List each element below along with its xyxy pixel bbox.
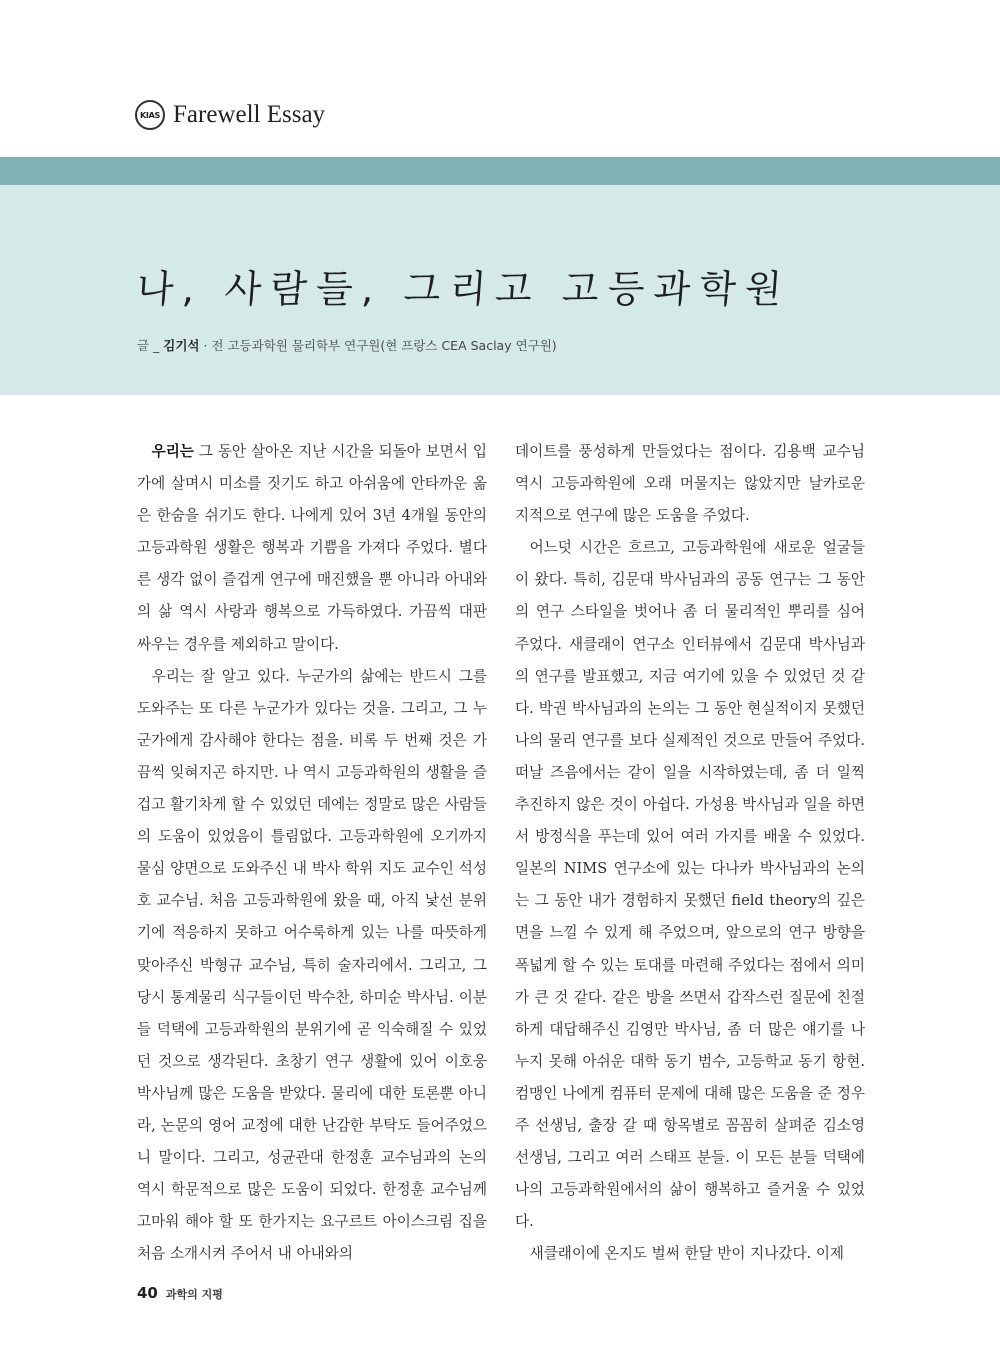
accent-bar [0,157,1000,185]
lead-word: 우리는 [151,443,194,460]
left-column [137,436,487,1270]
author-name: 김기석 [163,338,200,353]
section-header [135,95,325,135]
page-number: 40 [137,1284,158,1302]
paragraph: 새클래이에 온지도 벌써 한달 반이 지나갔다. 이제 [529,1245,845,1263]
essay-title: 나, 사람들, 그리고 고등과학원 [135,267,793,311]
kias-logo-icon [135,100,165,130]
byline-prefix: 글 _ [137,338,164,353]
section-title: Farewell Essay [173,101,326,128]
paragraph-text: 그 동안 살아온 지난 시간을 되돌아 보면서 입가에 살며시 미소를 짓기도 하고 아쉬움에 안타까운 옮은 한숨을 쉬기도 한다. 나에게 있어 3년 4개월 동안의 고등과학원 생활은 행복과 기쁨을 가져다 주었다. 별다른 생각 없이 즐겁게 연구에 매진했을 뿐 아니라 아내와의 삶 역시 사랑과 행복으로 가득하였다. 가끔씩 대판 싸우는 경우를 제외하고 말이다. [137,443,487,653]
page-footer [137,1284,223,1302]
right-column [515,436,865,1270]
paragraph: 데이트를 풍성하게 만들었다는 점이다. 김용백 교수님 역시 고등과학원에 오래 머물지는 않았지만 날카로운 지적으로 연구에 많은 도움을 주었다. [515,443,865,525]
paragraph: 어느덧 시간은 흐르고, 고등과학원에 새로운 얼굴들이 왔다. 특히, 김문대 박사님과의 공동 연구는 그 동안의 연구 스타일을 벗어나 좀 더 물리적인 뿌리를 심어 주었다. 새클래이 연구소 인터뷰에서 김문대 박사님과의 연구를 발표했고, 지금 여기에 있을 수 있었던 것 같다. 박권 박사님과의 논의는 그 동안 현실적이지 못했던 나의 물리 연구를 보다 실제적인 것으로 만들어 주었다. 떠날 즈음에서는 같이 일을 시작하였는데, 좀 더 일찍 추진하지 않은 것이 아쉽다. 가성용 박사님과 일을 하면서 방정식을 푸는데 있어 여러 가지를 배울 수 있었다. 일본의 NIMS 연구소에 있는 다나카 박사님과의 논의는 그 동안 내가 경험하지 못했던 field theory의 깊은 면을 느낄 수 있게 해 주었으며, 앞으로의 연구 방향을 폭넓게 할 수 있는 토대를 마련해 주었다는 점에서 의미가 큰 것 같다. 같은 방을 쓰면서 갑작스런 질문에 친절하게 대답해주신 김영만 박사님, 좀 더 많은 얘기를 나누지 못해 아쉬운 대학 동기 범수, 고등학교 동기 항현. 컴맹인 나에게 컴퓨터 문제에 대해 많은 도움을 준 정우주 선생님, 출장 갈 때 항목별로 꼼꼼히 살펴준 김소영 선생님, 그리고 여러 스태프 분들. 이 모든 분들 덕택에 나의 고등과학원에서의 삶이 행복하고 즐거울 수 있었다. [515,539,865,1231]
title-panel [0,185,1000,395]
paragraph [137,436,487,661]
logo-text: KIAS [140,110,160,120]
paragraph: 우리는 잘 알고 있다. 누군가의 삶에는 반드시 그를 도와주는 또 다른 누군가가 있다는 것을. 그리고, 그 누군가에게 감사해야 한다는 점을. 비록 두 번째 것은 가끔씩 잊혀지곤 하지만. 나 역시 고등과학원의 생활을 즐겁고 활기차게 할 수 있었던 데에는 정말로 많은 사람들의 도움이 있었음이 틀림없다. 고등과학원에 오기까지 물심 양면으로 도와주신 내 박사 학위 지도 교수인 석성호 교수님. 처음 고등과학원에 왔을 때, 아직 낯선 분위기에 적응하지 못하고 어수룩하게 있는 나를 따뜻하게 맞아주신 박형규 교수님, 특히 술자리에서. 그리고, 그 당시 통계물리 식구들이던 박수찬, 하미순 박사님. 이분들 덕택에 고등과학원의 분위기에 곧 익숙해질 수 있었던 것으로 생각된다. 초창기 연구 생활에 있어 이호웅 박사님께 많은 도움을 받았다. 물리에 대한 토론뿐 아니라, 논문의 영어 교정에 대한 난감한 부탁도 들어주었으니 말이다. 그리고, 성균관대 한정훈 교수님과의 논의 역시 학문적으로 많은 도움이 되었다. 한정훈 교수님께 고마워 해야 할 또 한가지는 요구르트 아이스크림 집을 처음 소개시켜 주어서 내 아내와의 [137,667,487,1263]
publication-name: 과학의 지평 [165,1288,223,1301]
byline [137,336,557,354]
author-affiliation: · 전 고등과학원 물리학부 연구원(현 프랑스 CEA Saclay 연구원) [199,338,557,353]
